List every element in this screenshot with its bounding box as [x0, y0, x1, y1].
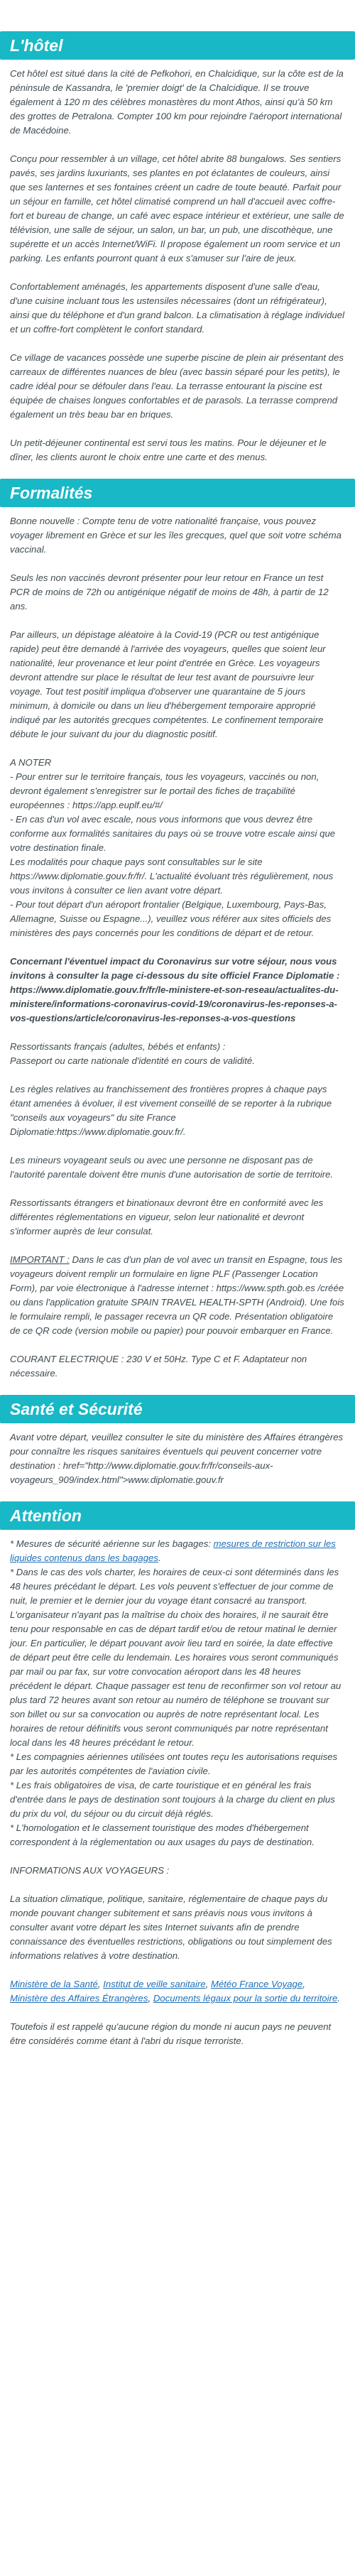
hotel-heading: L'hôtel — [0, 31, 355, 60]
attention-text: . — [158, 1553, 161, 1563]
attention-paragraph: * Les frais obligatoires de visa, de carte touristique et en général les frais d'entrée dans le pays de destination sont toujours à la charge du client en plus du prix du vol, du séjour ou du circuit déjà réglés. — [10, 1780, 335, 1819]
hotel-paragraph: Cet hôtel est situé dans la cité de Pefkohori, en Chalcidique, sur la côte est de la péninsule de Kassandra, le 'premier doigt' de la Chalcidique. Il se trouve également à 120 m des célèbres monastères du mont Athos, ainsi qu'à 50 km des grottes de Petralona. Compter 100 km pour rejoindre l'aéroport international de Macédoine. — [10, 68, 344, 136]
formalites-paragraph: Ressortissants français (adultes, bébés et enfants) : — [10, 1041, 226, 1052]
coronavirus-notice: Concernant l'éventuel impact du Coronavirus sur votre séjour, nous vous invitons à consulter la page ci-dessous du site officiel France Diplomatie : https://www.diplomatie.gouv.fr/fr/le-ministere-et-son-reseau/actualites-du-ministere/informations-coronavirus-covid-19/coronavirus-les-reponses-a-vos-questions/article/coronavirus-les-reponses-a-vos-questions — [10, 956, 340, 1023]
link-affaires-etrangeres[interactable]: Ministère des Affaires Étrangères — [10, 1993, 148, 2004]
attention-paragraph — [10, 1537, 345, 1565]
link-meteo-france[interactable]: Météo France Voyage — [210, 1979, 303, 1989]
liquids-restriction-link[interactable]: mesures de restriction sur les liquides contenus dans les bagages — [10, 1538, 336, 1563]
important-label: IMPORTANT : — [10, 1254, 70, 1265]
note-line: - En cas d'un vol avec escale, nous vous informons que vous devrez être conforme aux formalités sanitaires du pays où se trouve votre escale ainsi que votre destination finale. — [10, 814, 336, 853]
hotel-paragraph: Confortablement aménagés, les appartements disposent d'une salle d'eau, d'une cuisine incluant tous les ustensiles nécessaires (dont un réfrigérateur), ainsi que du téléphone et d'un grand balcon. La climatisation à réglage individuel et un coffre-fort complètent le confort standard. — [10, 281, 345, 335]
section-sante — [0, 1395, 355, 1487]
note-line: - Pour tout départ d'un aéroport frontalier (Belgique, Luxembourg, Pays-Bas, Allemagne, Suisse ou Espagne...), veuillez vous référer aux sites officiels des ministères des pays concernés pour les conditions de départ et de retour. — [10, 899, 332, 938]
hotel-content — [0, 67, 355, 464]
attention-heading: Attention — [0, 1501, 355, 1530]
section-formalites — [0, 479, 355, 1381]
attention-content — [0, 1537, 355, 2048]
attention-paragraph: La situation climatique, politique, sanitaire, réglementaire de chaque pays du monde pouvant changer subitement et sans préavis nous vous invitons à consulter avant votre départ les sites Internet suivants afin de prendre connaissance des éventuelles restrictions, obligations ou tout simplement des informations relatives à votre destination. — [10, 1893, 332, 1961]
attention-paragraph: * Les compagnies aériennes utilisées ont toutes reçu les autorisations requises par les autorités compétentes de l'aviation civile. — [10, 1751, 338, 1776]
formalites-paragraph: Seuls les non vaccinés devront présenter pour leur retour en France un test PCR de moins de 72h ou antigénique négatif de moins de 48h, à partir de 12 ans. — [10, 572, 329, 612]
sante-heading: Santé et Sécurité — [0, 1395, 355, 1423]
link-veille-sanitaire[interactable]: Institut de veille sanitaire — [103, 1979, 206, 1989]
important-text: Dans le cas d'un plan de vol avec un transit en Espagne, tous les voyageurs doivent remplir un formulaire en ligne PLF (Passenger Location Form), par voie électronique à l'adresse internet : https://www.spth.gob.es /créée ou dans l'application gratuite SPAIN TRAVEL HEALTH-SPTH (Android). Une fois le formulaire rempli, le passager recevra un QR code. Présentation obligatoire de ce QR code (version mobile ou papier) pour pouvoir embarquer en France. — [10, 1254, 344, 1336]
formalites-paragraph: COURANT ELECTRIQUE : 230 V et 50Hz. Type C et F. Adaptateur non nécessaire. — [10, 1354, 307, 1379]
note-line: A NOTER — [10, 757, 52, 768]
hotel-paragraph: Un petit-déjeuner continental est servi tous les matins. Pour le déjeuner et le dîner, les clients auront le choix entre une carte et des menus. — [10, 438, 327, 462]
link-documents-legaux[interactable]: Documents légaux pour la sortie du territoire — [153, 1993, 338, 2004]
formalites-heading: Formalités — [0, 479, 355, 507]
formalites-paragraph: Les règles relatives au franchissement des frontières propres à chaque pays étant amenées à évoluer, il est vivement conseillé de se reporter à la rubrique "conseils aux voyageurs" du site France Diplomatie:https://www.diplomatie.gouv.fr/. — [10, 1084, 332, 1137]
attention-paragraph: * L'homologation et le classement touristique des modes d'hébergement correspondent à la réglementation ou aux usages du pays de destination. — [10, 1822, 315, 1847]
formalites-paragraph: Par ailleurs, un dépistage aléatoire à la Covid-19 (PCR ou test antigénique rapide) peut être demandé à l'arrivée des voyageurs, quelles que soient leur nationalité, leur provenance et leur point d'entrée en Grèce. Les voyageurs devront attendre sur place le résultat de leur test avant de poursuivre leur voyage. Tout test positif impliqua d'observer une quarantaine de 5 jours minimum, à domicile ou dans un lieu d'hébergement temporaire approprié indiqué par les autorités grecques compétentes. Le confinement temporaire débute le jour suivant du jour du diagnostic positif. — [10, 629, 326, 739]
attention-paragraph: * Dans le cas des vols charter, les horaires de ceux-ci sont déterminés dans les 48 heures précédant le départ. Les vols peuvent s'effectuer de jour comme de nuit, le premier et le dernier jour du voyage étant consacré au transport. L'organisateur n'ayant pas la maîtrise du choix des horaires, il ne saurait être tenu pour responsable en cas de départ tardif et/ou de retour matinal le dernier jour. En particulier, le départ pouvant avoir lieu tard en soirée, la date effective de départ peut être celle du lendemain. Les horaires vous seront communiqués par mail ou par fax, sur votre convocation aéroport dans les 48 heures précédent le départ. Chaque passager est tenu de reconfirmer son vol retour au plus tard 72 heures avant son retour au numéro de téléphone se trouvant sur son billet ou sur sa convocation ou auprès de notre représentant local. Les horaires de retour définitifs vous seront communiqués par notre représentant local dans les 48 heures précédant le retour. — [10, 1567, 342, 1748]
link-ministere-sante[interactable]: Ministère de la Santé — [10, 1979, 98, 1989]
formalites-paragraph: Bonne nouvelle : Compte tenu de votre nationalité française, vous pouvez voyager librement en Grèce et sur les îles grecques, quel que soit votre schéma vaccinal. — [10, 516, 342, 555]
page — [0, 31, 355, 2048]
official-links: Ministère de la Santé, Institut de veille sanitaire, Météo France Voyage, Ministère des Affaires Étrangères, Documents légaux pour la sortie du territoire. — [10, 1979, 340, 2004]
formalites-paragraph: Passeport ou carte nationale d'identité en cours de validité. — [10, 1055, 255, 1066]
attention-text: * Mesures de sécurité aérienne sur les bagages: — [10, 1538, 214, 1549]
important-paragraph — [10, 1253, 345, 1338]
attention-paragraph: INFORMATIONS AUX VOYAGEURS : — [10, 1865, 170, 1876]
hotel-paragraph: Ce village de vacances possède une superbe piscine de plein air présentant des carreaux de différentes nuances de bleu (avec bassin séparé pour les petits), le cadre idéal pour se défouler dans l'eau. La terrasse entourant la piscine est équipée de chaises longues confortables et de parasols. La terrasse comprend également un très beau bar en briques. — [10, 352, 344, 420]
section-attention — [0, 1501, 355, 2048]
section-hotel — [0, 31, 355, 464]
attention-paragraph: Toutefois il est rappelé qu'aucune région du monde ni aucun pays ne peuvent être considérés comme étant à l'abri du risque terroriste. — [10, 2021, 332, 2046]
note-line: Les modalités pour chaque pays sont consultables sur le site https://www.diplomatie.gouv.fr/fr/. L'actualité évoluant très régulièrement, nous vous invitons à consulter ce lien avant votre départ. — [10, 857, 334, 896]
formalites-paragraph: Ressortissants étrangers et binationaux devront être en conformité avec les différentes réglementations en vigueur, selon leur nationalité et devront s'informer auprès de leur consulat. — [10, 1197, 324, 1237]
hotel-paragraph: Conçu pour ressembler à un village, cet hôtel abrite 88 bungalows. Ses sentiers pavés, ses jardins luxuriants, ses plantes en pot éclatantes de couleurs, ainsi que ses lanternes et ses fontaines créent un cadre de toute beauté. Parfait pour un séjour en famille, cet hôtel climatisé comprend un hall d'accueil avec coffre-fort et bureau de change, un café avec espace intérieur et extérieur, une salle de télévision, une salle de séjour, un salon, un bar, un pub, une discothèque, une supérette et un accès Internet/WiFi. Il propose également un room service et un parking. Les enfants pourront quant à eux s'amuser sur l'aire de jeux. — [10, 153, 344, 263]
sante-content — [0, 1430, 355, 1487]
note-line: - Pour entrer sur le territoire français, tous les voyageurs, vaccinés ou non, devront également s'enregistrer sur le portail des fiches de traçabilité européennes : https://app.euplf.eu/#/ — [10, 771, 320, 810]
formalites-content — [0, 514, 355, 1381]
sante-paragraph: Avant votre départ, veuillez consulter le site du ministère des Affaires étrangères pour connaître les risques sanitaires éventuels qui peuvent concerner votre destination : href="http://www.diplomatie.gouv.fr/fr/conseils-aux-voyageurs_909/index.html">www.diplomatie.gouv.fr — [10, 1432, 344, 1485]
formalites-paragraph: Les mineurs voyageant seuls ou avec une personne ne disposant pas de l'autorité parentale doivent être munis d'une autorisation de sortie de territoire. — [10, 1155, 334, 1180]
